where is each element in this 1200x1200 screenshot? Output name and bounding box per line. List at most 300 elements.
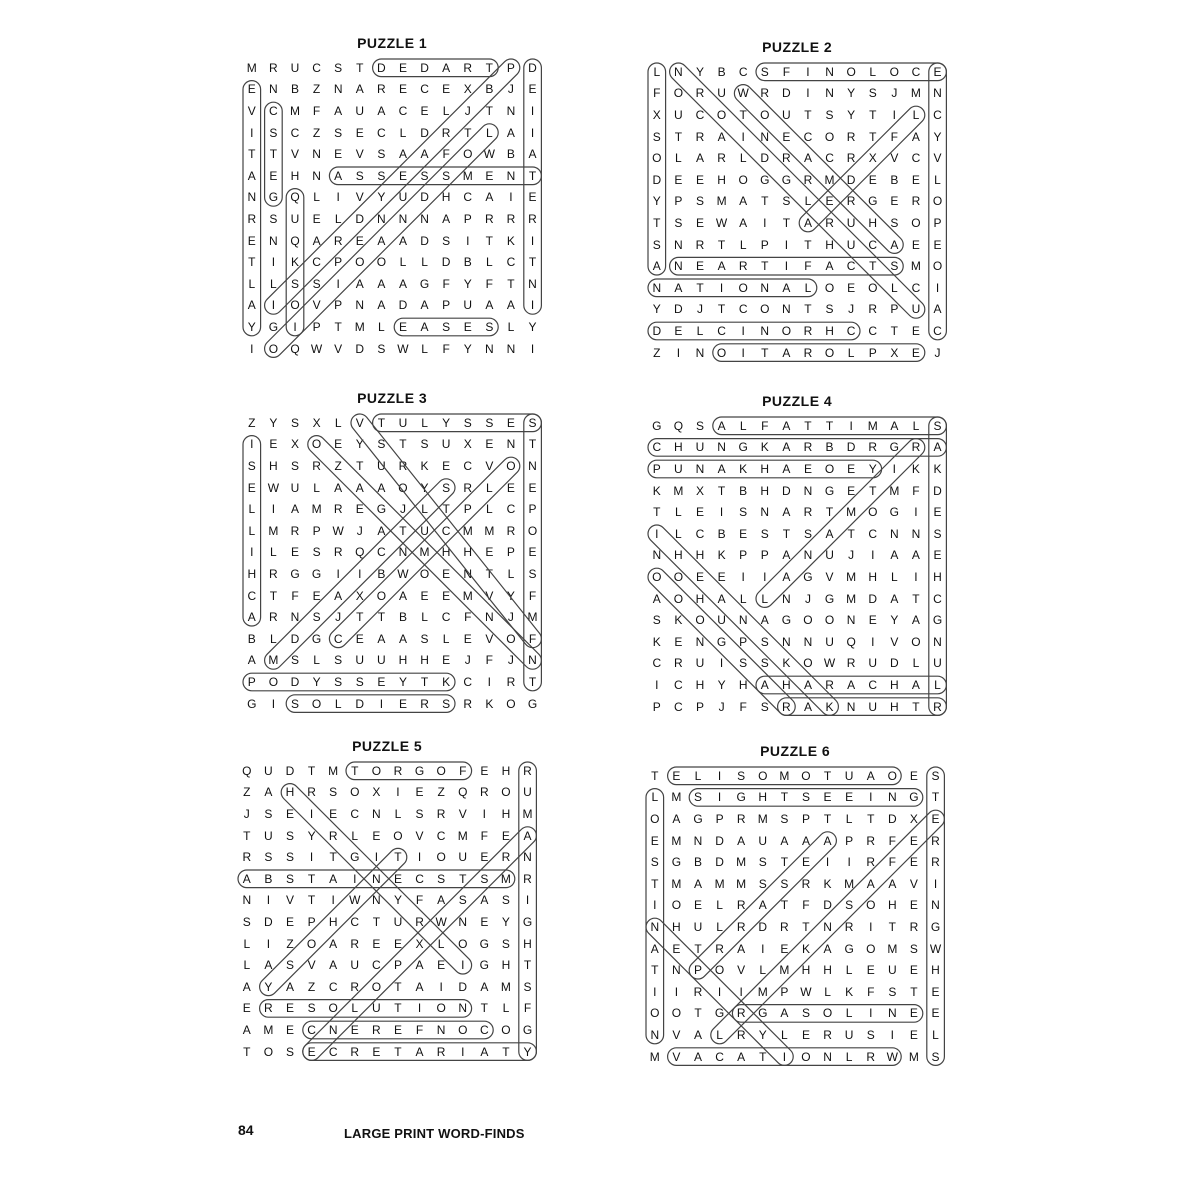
grid-letter: P bbox=[393, 958, 402, 973]
grid-letter: N bbox=[695, 345, 705, 360]
grid-letter: C bbox=[933, 591, 942, 606]
grid-letter: T bbox=[394, 850, 402, 865]
grid-letter: L bbox=[270, 276, 277, 291]
grid-letter: Z bbox=[437, 785, 445, 800]
grid-letter: Z bbox=[286, 936, 294, 951]
grid-letter: N bbox=[372, 806, 381, 821]
grid-letter: O bbox=[463, 147, 473, 162]
grid-letter: I bbox=[763, 215, 767, 230]
grid-letter: C bbox=[911, 280, 921, 295]
grid-letter: I bbox=[719, 505, 724, 520]
grid-letter: D bbox=[782, 86, 791, 101]
grid-letter: T bbox=[651, 963, 659, 978]
grid-letter: E bbox=[269, 168, 278, 183]
grid-letter: I bbox=[293, 319, 297, 334]
grid-letter: E bbox=[847, 483, 856, 498]
grid-letter: V bbox=[355, 415, 364, 430]
grid-letter: C bbox=[463, 458, 473, 473]
grid-letter: I bbox=[250, 341, 254, 356]
grid-letter: A bbox=[780, 833, 789, 848]
grid-letter: Y bbox=[398, 674, 407, 689]
grid-letter: Z bbox=[307, 979, 316, 994]
grid-letter: A bbox=[911, 613, 920, 628]
grid-letter: H bbox=[420, 653, 429, 668]
grid-letter: D bbox=[715, 855, 724, 870]
grid-letter: R bbox=[782, 699, 791, 714]
grid-letter: S bbox=[650, 855, 659, 870]
grid-letter: T bbox=[523, 958, 532, 973]
grid-letter: S bbox=[355, 674, 364, 689]
grid-letter: U bbox=[844, 1027, 854, 1042]
grid-letter: A bbox=[693, 1049, 702, 1064]
grid-letter: A bbox=[782, 440, 791, 455]
grid-letter: N bbox=[760, 505, 770, 520]
grid-letter: R bbox=[501, 850, 511, 865]
grid-letter: S bbox=[933, 418, 942, 433]
grid-letter: R bbox=[760, 86, 770, 101]
grid-letter: I bbox=[530, 125, 535, 140]
grid-letter: O bbox=[801, 1049, 811, 1064]
grid-letter: Y bbox=[933, 129, 942, 144]
grid-letter: S bbox=[307, 1001, 316, 1016]
grid-letter: O bbox=[911, 634, 921, 649]
grid-letter: S bbox=[801, 1006, 810, 1021]
grid-letter: O bbox=[671, 898, 682, 913]
grid-letter: I bbox=[250, 437, 254, 452]
grid-letter: L bbox=[421, 255, 428, 270]
grid-letter: B bbox=[890, 172, 899, 187]
grid-letter: L bbox=[485, 502, 493, 517]
grid-letter: A bbox=[737, 1049, 746, 1064]
grid-letter: S bbox=[485, 319, 494, 334]
grid-letter: R bbox=[782, 151, 791, 166]
grid-letter: F bbox=[459, 763, 467, 778]
grid-letter: E bbox=[672, 941, 681, 956]
grid-letter: M bbox=[844, 876, 855, 891]
grid-letter: L bbox=[824, 984, 831, 999]
grid-letter: Z bbox=[334, 458, 342, 473]
grid-letter: L bbox=[507, 319, 515, 334]
grid-letter: M bbox=[671, 790, 682, 805]
grid-letter: S bbox=[290, 276, 299, 291]
grid-letter: A bbox=[506, 125, 515, 140]
grid-letter: I bbox=[271, 696, 276, 711]
grid-letter: G bbox=[479, 958, 489, 973]
grid-letter: L bbox=[696, 323, 704, 338]
grid-letter: N bbox=[312, 147, 321, 162]
grid-letter: C bbox=[717, 323, 726, 338]
grid-letter: O bbox=[738, 280, 748, 295]
grid-letter: L bbox=[716, 898, 723, 913]
grid-letter: I bbox=[892, 461, 896, 476]
grid-letter: I bbox=[825, 855, 830, 870]
grid-letter: I bbox=[353, 871, 357, 886]
grid-letter: B bbox=[247, 631, 256, 646]
grid-letter: R bbox=[350, 1044, 360, 1059]
grid-letter: J bbox=[507, 82, 514, 97]
grid-letter: G bbox=[889, 505, 899, 520]
grid-letter: R bbox=[736, 898, 746, 913]
grid-letter: E bbox=[674, 634, 683, 649]
grid-letter: E bbox=[334, 147, 343, 162]
grid-letter: L bbox=[421, 502, 428, 517]
grid-letter: T bbox=[243, 1044, 251, 1059]
grid-letter: I bbox=[761, 941, 765, 956]
grid-letter: N bbox=[911, 526, 921, 541]
grid-letter: R bbox=[933, 699, 942, 714]
grid-letter: F bbox=[415, 893, 424, 908]
grid-letter: A bbox=[415, 979, 424, 994]
grid-letter: N bbox=[458, 914, 468, 929]
grid-letter: I bbox=[530, 103, 535, 118]
grid-letter: T bbox=[377, 610, 386, 625]
grid-letter: S bbox=[442, 168, 451, 183]
grid-letter: R bbox=[674, 656, 683, 671]
grid-letter: A bbox=[355, 82, 364, 97]
grid-letter: G bbox=[758, 1006, 768, 1021]
grid-letter: T bbox=[248, 255, 256, 270]
grid-letter: S bbox=[437, 871, 446, 886]
grid-letter: T bbox=[528, 255, 537, 270]
grid-letter: A bbox=[334, 168, 343, 183]
grid-letter: Y bbox=[463, 276, 472, 291]
grid-letter: F bbox=[415, 1022, 424, 1037]
grid-letter: C bbox=[715, 1049, 724, 1064]
grid-letter: T bbox=[761, 345, 769, 360]
grid-letter: G bbox=[693, 811, 703, 826]
grid-letter: N bbox=[782, 302, 791, 317]
grid-letter: E bbox=[931, 1006, 940, 1021]
grid-letter: S bbox=[480, 871, 489, 886]
grid-letter: U bbox=[887, 963, 897, 978]
grid-letter: C bbox=[695, 107, 705, 122]
grid-letter: E bbox=[480, 763, 489, 778]
grid-letter: N bbox=[420, 211, 429, 226]
grid-letter: U bbox=[290, 480, 300, 495]
grid-letter: R bbox=[801, 876, 811, 891]
grid-letter: T bbox=[782, 215, 791, 230]
grid-letter: H bbox=[674, 548, 683, 563]
grid-letter: O bbox=[652, 569, 662, 584]
grid-letter: O bbox=[268, 341, 279, 356]
grid-letter: S bbox=[890, 259, 899, 274]
grid-letter: T bbox=[420, 674, 429, 689]
grid-letter: S bbox=[739, 505, 748, 520]
grid-letter: E bbox=[909, 898, 918, 913]
grid-letter: A bbox=[823, 941, 832, 956]
grid-letter: G bbox=[652, 418, 662, 433]
grid-letter: H bbox=[328, 914, 338, 929]
grid-letter: S bbox=[290, 653, 299, 668]
grid-letter: T bbox=[653, 215, 661, 230]
grid-letter: L bbox=[437, 936, 445, 951]
grid-letter: A bbox=[760, 677, 769, 692]
grid-letter: V bbox=[825, 569, 834, 584]
grid-letter: P bbox=[933, 215, 942, 230]
grid-letter: C bbox=[350, 914, 360, 929]
grid-letter: D bbox=[264, 914, 273, 929]
grid-letter: O bbox=[506, 631, 516, 646]
grid-letter: Q bbox=[458, 785, 468, 800]
grid-letter: N bbox=[484, 341, 494, 356]
grid-letter: S bbox=[888, 984, 897, 999]
grid-letter: T bbox=[696, 280, 704, 295]
grid-letter: O bbox=[306, 936, 317, 951]
grid-letter: P bbox=[312, 319, 321, 334]
grid-letter: E bbox=[909, 963, 918, 978]
grid-letter: L bbox=[507, 566, 515, 581]
grid-letter: V bbox=[307, 958, 316, 973]
grid-letter: G bbox=[736, 790, 746, 805]
grid-letter: I bbox=[439, 979, 443, 994]
grid-letter: A bbox=[888, 876, 897, 891]
grid-letter: U bbox=[355, 103, 365, 118]
grid-letter: T bbox=[780, 790, 789, 805]
grid-letter: K bbox=[911, 461, 920, 476]
grid-letter: S bbox=[290, 415, 299, 430]
grid-letter: E bbox=[307, 1044, 316, 1059]
grid-letter: W bbox=[715, 215, 728, 230]
grid-letter: N bbox=[506, 103, 516, 118]
grid-letter: R bbox=[736, 1006, 746, 1021]
grid-letter: O bbox=[738, 172, 748, 187]
grid-letter: R bbox=[803, 440, 813, 455]
grid-letter: P bbox=[693, 963, 702, 978]
grid-letter: S bbox=[312, 276, 321, 291]
grid-letter: A bbox=[803, 677, 812, 692]
grid-letter: V bbox=[415, 828, 424, 843]
grid-letter: B bbox=[290, 82, 299, 97]
grid-letter: H bbox=[501, 763, 511, 778]
grid-letter: L bbox=[739, 151, 747, 166]
grid-letter: A bbox=[780, 1006, 789, 1021]
grid-letter: U bbox=[844, 768, 854, 783]
grid-letter: I bbox=[782, 1049, 787, 1064]
grid-letter: K bbox=[845, 984, 854, 999]
grid-letter: O bbox=[290, 298, 300, 313]
grid-letter: M bbox=[736, 855, 747, 870]
grid-letter: B bbox=[739, 483, 748, 498]
grid-letter: K bbox=[485, 696, 494, 711]
grid-letter: S bbox=[803, 526, 812, 541]
grid-letter: V bbox=[737, 963, 746, 978]
grid-letter: E bbox=[442, 588, 451, 603]
grid-letter: A bbox=[377, 631, 386, 646]
grid-letter: T bbox=[356, 610, 364, 625]
grid-letter: N bbox=[674, 237, 683, 252]
grid-letter: F bbox=[485, 276, 493, 291]
grid-letter: A bbox=[717, 418, 726, 433]
grid-letter: V bbox=[485, 631, 494, 646]
grid-letter: S bbox=[312, 545, 321, 560]
grid-letter: X bbox=[652, 107, 661, 122]
grid-letter: I bbox=[271, 298, 276, 313]
grid-letter: T bbox=[759, 1049, 767, 1064]
grid-letter: O bbox=[458, 1022, 468, 1037]
grid-letter: S bbox=[285, 828, 294, 843]
grid-letter: O bbox=[868, 280, 878, 295]
grid-letter: I bbox=[914, 569, 918, 584]
grid-letter: E bbox=[528, 480, 537, 495]
grid-letter: A bbox=[866, 768, 875, 783]
grid-letter: L bbox=[313, 480, 320, 495]
grid-letter: A bbox=[420, 298, 429, 313]
grid-letter: A bbox=[652, 259, 661, 274]
grid-letter: L bbox=[694, 768, 702, 783]
grid-letter: O bbox=[311, 696, 322, 711]
grid-letter: K bbox=[290, 255, 299, 270]
grid-letter: E bbox=[285, 1001, 294, 1016]
grid-letter: E bbox=[528, 82, 537, 97]
grid-letter: O bbox=[371, 763, 382, 778]
puzzle-title: PUZZLE 2 bbox=[762, 39, 833, 55]
grid-letter: L bbox=[675, 505, 682, 520]
grid-letter: E bbox=[355, 233, 364, 248]
grid-letter: T bbox=[912, 591, 920, 606]
grid-letter: H bbox=[738, 677, 748, 692]
grid-letter: O bbox=[506, 696, 516, 711]
grid-letter: A bbox=[717, 461, 726, 476]
grid-letter: H bbox=[501, 958, 511, 973]
grid-letter: L bbox=[421, 341, 428, 356]
grid-letter: A bbox=[312, 233, 321, 248]
grid-letter: C bbox=[333, 631, 343, 646]
grid-letter: L bbox=[739, 418, 747, 433]
grid-letter: I bbox=[655, 677, 659, 692]
grid-letter: G bbox=[889, 440, 899, 455]
grid-letter: G bbox=[247, 696, 257, 711]
grid-letter: A bbox=[866, 876, 875, 891]
grid-letter: V bbox=[485, 458, 494, 473]
grid-letter: B bbox=[717, 526, 726, 541]
grid-letter: K bbox=[674, 613, 683, 628]
grid-letter: I bbox=[739, 984, 743, 999]
grid-letter: J bbox=[507, 610, 514, 625]
grid-letter: I bbox=[466, 233, 470, 248]
grid-letter: N bbox=[463, 566, 473, 581]
grid-letter: L bbox=[485, 125, 493, 140]
grid-letter: P bbox=[739, 548, 748, 563]
letter-grid bbox=[236, 760, 538, 1062]
grid-letter: N bbox=[247, 190, 257, 205]
grid-letter: U bbox=[911, 302, 921, 317]
grid-letter: P bbox=[528, 502, 537, 517]
grid-letter: G bbox=[522, 1022, 533, 1037]
grid-letter: I bbox=[309, 850, 314, 865]
grid-letter: C bbox=[868, 323, 878, 338]
grid-letter: R bbox=[436, 806, 446, 821]
grid-letter: Y bbox=[847, 86, 856, 101]
grid-letter: L bbox=[334, 415, 342, 430]
grid-letter: T bbox=[804, 237, 812, 252]
grid-letter: K bbox=[420, 458, 429, 473]
grid-letter: R bbox=[506, 674, 516, 689]
grid-letter: T bbox=[651, 876, 659, 891]
grid-letter: L bbox=[351, 1001, 359, 1016]
grid-letter: R bbox=[736, 1027, 746, 1042]
grid-letter: N bbox=[933, 634, 942, 649]
grid-letter: A bbox=[398, 147, 407, 162]
grid-letter: K bbox=[652, 483, 661, 498]
grid-letter: W bbox=[800, 984, 812, 999]
grid-letter: G bbox=[781, 172, 792, 187]
grid-letter: E bbox=[442, 566, 451, 581]
grid-letter: B bbox=[693, 855, 702, 870]
grid-letter: U bbox=[717, 613, 726, 628]
grid-letter: R bbox=[803, 505, 813, 520]
grid-letter: A bbox=[242, 979, 251, 994]
grid-letter: E bbox=[506, 415, 515, 430]
grid-letter: H bbox=[825, 323, 834, 338]
grid-letter: K bbox=[739, 461, 748, 476]
grid-letter: L bbox=[334, 211, 342, 226]
grid-letter: T bbox=[761, 194, 769, 209]
grid-letter: R bbox=[479, 785, 489, 800]
grid-letter: N bbox=[650, 919, 660, 934]
grid-letter: J bbox=[696, 302, 703, 317]
grid-letter: G bbox=[414, 763, 425, 778]
grid-letter: R bbox=[269, 60, 278, 75]
grid-letter: F bbox=[802, 898, 810, 913]
grid-letter: U bbox=[693, 919, 703, 934]
grid-letter: L bbox=[485, 480, 493, 495]
grid-letter: O bbox=[714, 963, 725, 978]
grid-letter: E bbox=[717, 569, 726, 584]
grid-letter: I bbox=[266, 936, 271, 951]
grid-letter: M bbox=[757, 984, 768, 999]
grid-letter: J bbox=[718, 699, 725, 714]
grid-letter: O bbox=[673, 591, 684, 606]
grid-letter: P bbox=[715, 811, 724, 826]
grid-letter: I bbox=[806, 64, 810, 79]
grid-letter: I bbox=[784, 237, 789, 252]
grid-letter: I bbox=[336, 190, 340, 205]
grid-letter: P bbox=[780, 984, 789, 999]
grid-letter: P bbox=[334, 298, 343, 313]
grid-letter: A bbox=[825, 259, 834, 274]
grid-letter: K bbox=[506, 233, 515, 248]
grid-letter: U bbox=[523, 785, 532, 800]
grid-letter: O bbox=[824, 461, 835, 476]
grid-letter: N bbox=[782, 591, 791, 606]
grid-letter: E bbox=[674, 323, 683, 338]
grid-letter: P bbox=[307, 914, 316, 929]
grid-letter: U bbox=[264, 828, 273, 843]
grid-letter: S bbox=[312, 610, 321, 625]
grid-letter: T bbox=[912, 699, 920, 714]
grid-letter: E bbox=[672, 768, 681, 783]
grid-letter: H bbox=[717, 172, 726, 187]
grid-letter: R bbox=[420, 696, 429, 711]
grid-letter: K bbox=[801, 941, 810, 956]
grid-letter: A bbox=[247, 168, 256, 183]
grid-letter: O bbox=[268, 674, 279, 689]
grid-letter: I bbox=[461, 1044, 465, 1059]
grid-letter: N bbox=[506, 437, 516, 452]
grid-letter: L bbox=[421, 415, 428, 430]
grid-letter: S bbox=[758, 876, 767, 891]
grid-letter: H bbox=[501, 806, 511, 821]
grid-letter: Y bbox=[247, 319, 256, 334]
grid-letter: A bbox=[398, 276, 407, 291]
grid-letter: C bbox=[479, 1022, 489, 1037]
grid-letter: E bbox=[437, 958, 446, 973]
grid-letter: L bbox=[651, 790, 659, 805]
grid-letter: Y bbox=[652, 302, 661, 317]
grid-letter: A bbox=[329, 958, 338, 973]
grid-letter: M bbox=[757, 811, 768, 826]
grid-letter: A bbox=[782, 548, 791, 563]
